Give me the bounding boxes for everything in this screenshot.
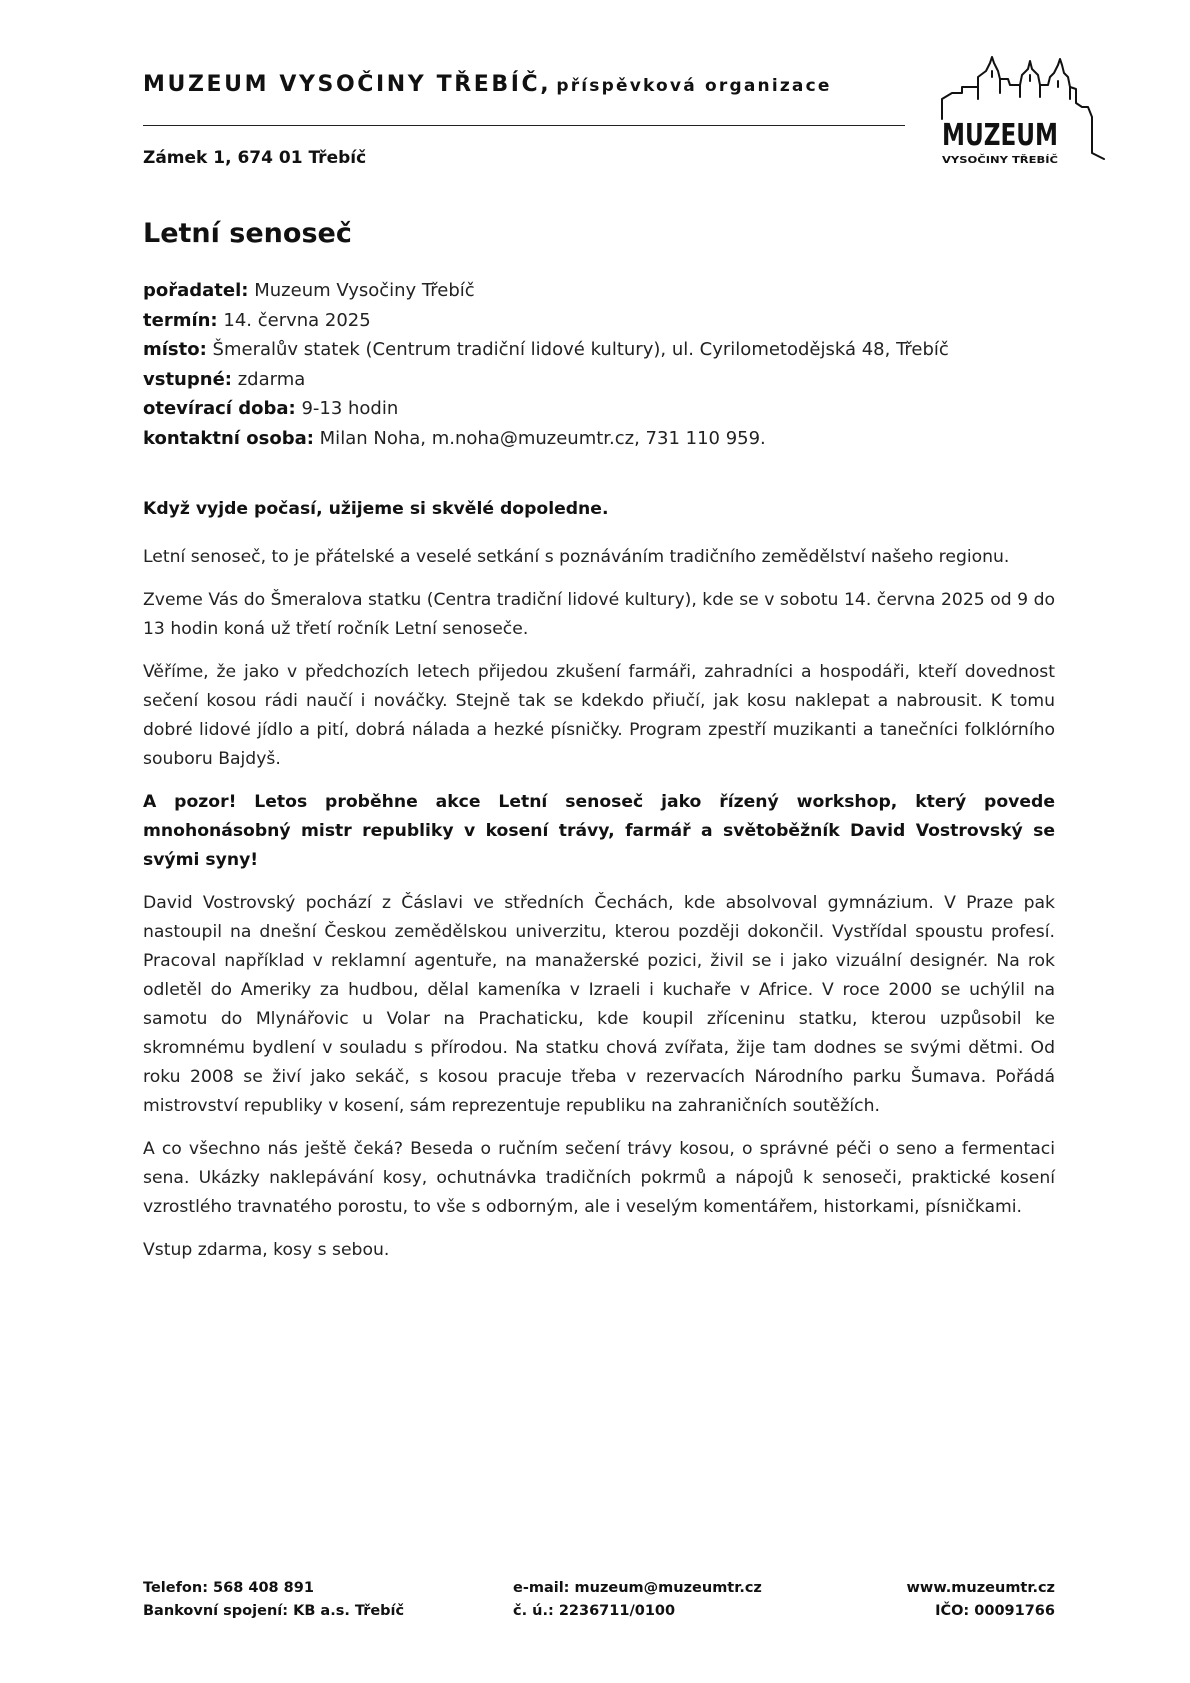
footer-email-column [513, 1577, 762, 1623]
intro-headline: Když vyjde počasí, užijeme si skvělé dopoledne. [143, 499, 609, 519]
detail-value: Muzeum Vysočiny Třebíč [254, 280, 475, 301]
body-paragraph: A co všechno nás ještě čeká? Beseda o ručním sečení trávy kosou, o správné péči o seno a fermentaci sena. Ukázky naklepávání kosy, ochutnávka tradičních pokrmů a nápojů k senoseči, praktické kosení vzrostlého travnatého porostu, to vše s odborným, ale i veselým komentářem, historkami, písničkami. [143, 1139, 1055, 1217]
detail-label: kontaktní osoba: [143, 427, 314, 449]
body-paragraph: Zveme Vás do Šmeralova statku (Centra tradiční lidové kultury), kde se v sobotu 14. června 2025 od 9 do 13 hodin koná už třetí ročník Letní senoseče. [143, 590, 1055, 639]
logo-subtitle: VYSOČINY TŘEBÍČ [942, 155, 1038, 166]
detail-organizer [143, 276, 1063, 306]
museum-logo [938, 55, 1108, 169]
detail-value: zdarma [237, 368, 306, 390]
footer-web-column [907, 1577, 1055, 1623]
detail-value: Milan Noha, m.noha@muzeumtr.cz, 731 110 959. [319, 427, 766, 449]
document-body [143, 495, 1055, 1279]
detail-contact [143, 424, 1063, 454]
body-paragraph: Letní senoseč, to je přátelské a veselé setkání s poznáváním tradičního zemědělství našeho regionu. [143, 547, 1010, 567]
footer-contact-column [143, 1577, 404, 1623]
logo-title: MUZEUM [942, 118, 1058, 153]
detail-label: otevírací doba: [143, 398, 296, 419]
document-title: Letní senoseč [143, 218, 352, 249]
detail-label: místo: [143, 339, 207, 360]
detail-venue [143, 335, 1063, 365]
header-divider [143, 125, 905, 126]
detail-label: pořadatel: [143, 280, 249, 301]
organization-name: MUZEUM VYSOČINY TŘEBÍČ, [143, 72, 552, 97]
detail-label: termín: [143, 309, 218, 331]
detail-label: vstupné: [143, 368, 232, 390]
closing-line: Vstup zdarma, kosy s sebou. [143, 1240, 390, 1260]
detail-opening-hours [143, 394, 1063, 424]
footer-ico: IČO: 00091766 [935, 1603, 1055, 1619]
footer-bank: Bankovní spojení: KB a.s. Třebíč [143, 1603, 405, 1619]
footer-website: www.muzeumtr.cz [906, 1580, 1055, 1596]
detail-admission [143, 365, 1063, 395]
highlight-paragraph: A pozor! Letos proběhne akce Letní senoseč jako řízený workshop, který povede mnohonásobný mistr republiky v kosení trávy, farmář a světoběžník David Vostrovský se svými syny! [143, 792, 1055, 870]
detail-value: 9-13 hodin [301, 398, 399, 419]
body-paragraph: David Vostrovský pochází z Čáslavi ve středních Čechách, kde absolvoval gymnázium. V Praze pak nastoupil na dnešní Českou zemědělskou univerzitu, kterou později dokončil. Vystřídal spoustu profesí. Pracoval například v reklamní agentuře, na manažerské pozici, živil se i jako vizuální designér. Na rok odletěl do Ameriky za hudbou, dělal kameníka v Izraeli i kuchaře v Africe. V roce 2000 se uchýlil na samotu do Mlynářovic u Volar na Prachaticku, kde koupil zříceninu statku, kterou uzpůsobil ke skromnému bydlení v souladu s přírodou. Na statku chová zvířata, žije tam dodnes se svými dětmi. Od roku 2008 se živí jako sekáč, s kosou pracuje třeba v rezervacích Národního parku Šumava. Pořádá mistrovství republiky v kosení, sám reprezentuje republiku na zahraničních soutěžích. [143, 893, 1055, 1116]
body-paragraph: Věříme, že jako v předchozích letech přijedou zkušení farmáři, zahradníci a hospodáři, kteří dovednost sečení kosou rádi naučí i nováčky. Stejně tak se kdekdo přiučí, jak kosu naklepat a nabrousit. K tomu dobré lidové jídlo a pití, dobrá nálada a hezké písničky. Program zpestří muzikanti a tanečníci folklórního souboru Bajdyš. [143, 662, 1055, 769]
footer-phone: Telefon: 568 408 891 [143, 1580, 314, 1596]
footer-email: e-mail: muzeum@muzeumtr.cz [513, 1580, 762, 1596]
detail-date [143, 306, 1063, 336]
organization-header [143, 72, 903, 97]
event-details [143, 276, 1063, 453]
footer-account: č. ú.: 2236711/0100 [513, 1603, 676, 1619]
organization-address: Zámek 1, 674 01 Třebíč [143, 148, 367, 168]
organization-type: příspěvková organizace [556, 76, 832, 96]
detail-value: Šmeralův statek (Centrum tradiční lidové kultury), ul. Cyrilometodějská 48, Třebíč [212, 339, 949, 360]
document-footer [143, 1577, 1055, 1627]
detail-value: 14. června 2025 [223, 309, 371, 331]
